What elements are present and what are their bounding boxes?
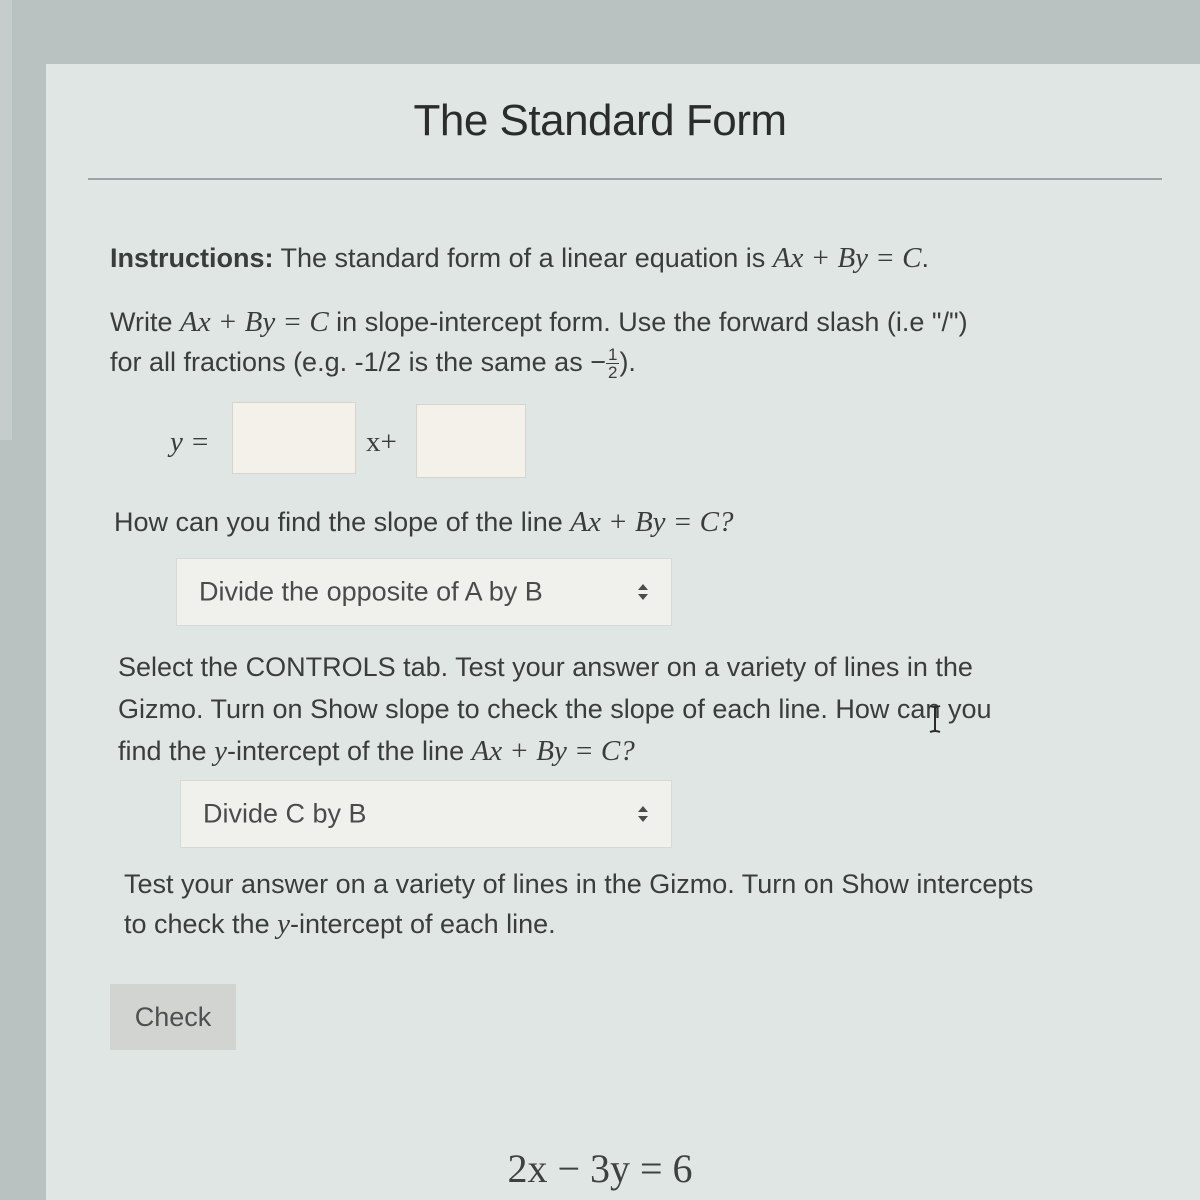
write-paragraph xyxy=(110,302,968,382)
test-note-var: y xyxy=(277,908,290,940)
select-arrows-icon xyxy=(637,805,649,823)
instructions-text: The standard form of a linear equation is xyxy=(273,243,773,273)
test-note xyxy=(124,864,1033,944)
intercept-input[interactable] xyxy=(416,404,526,478)
write-equation: Ax + By = C xyxy=(180,306,329,338)
write-pre: Write xyxy=(110,307,181,337)
x-plus-label: x+ xyxy=(366,426,397,458)
text-cursor-icon xyxy=(928,704,942,734)
title-divider xyxy=(88,178,1162,180)
fraction-example xyxy=(606,346,619,381)
slope-question-text: How can you find the slope of the line xyxy=(114,507,571,537)
page-title: The Standard Form xyxy=(413,96,787,145)
write-text-1: in slope-intercept form. Use the forward slash (i.e "/") xyxy=(328,307,968,337)
intercept-question-line-3-pre: find the xyxy=(118,736,215,766)
slope-question-end: ? xyxy=(718,506,734,538)
intercept-question xyxy=(118,646,991,772)
test-note-line-1: Test your answer on a variety of lines in the Gizmo. Turn on Show intercepts xyxy=(124,869,1034,899)
slope-method-value: Divide the opposite of A by B xyxy=(199,576,543,607)
intercept-method-select[interactable] xyxy=(180,780,672,848)
fraction-denominator: 2 xyxy=(607,363,618,383)
instructions-paragraph xyxy=(110,238,929,278)
fraction-numerator: 1 xyxy=(607,345,618,365)
instructions-label: Instructions: xyxy=(110,243,274,273)
slope-question-equation: Ax + By = C xyxy=(570,506,719,538)
footer-equation: 2x − 3y = 6 xyxy=(507,1146,693,1191)
write-text-2: for all fractions (e.g. -1/2 is the same as − xyxy=(110,347,606,377)
left-edge-strip xyxy=(0,0,12,440)
intercept-question-equation: Ax + By = C xyxy=(471,735,621,767)
slope-question xyxy=(114,502,733,542)
write-text-3: ). xyxy=(619,347,636,377)
intercept-question-end: ? xyxy=(620,735,635,767)
intercept-method-value: Divide C by B xyxy=(203,798,367,829)
intercept-question-line-1: Select the CONTROLS tab. Test your answer on a variety of lines in the xyxy=(118,652,973,682)
y-equals-label: y = xyxy=(170,426,210,458)
test-note-line-2-pre: to check the xyxy=(124,909,278,939)
instructions-end: . xyxy=(921,243,929,273)
slope-method-select[interactable] xyxy=(176,558,672,626)
intercept-question-var: y xyxy=(214,735,227,767)
slope-input[interactable] xyxy=(232,402,356,474)
instructions-equation: Ax + By = C xyxy=(772,242,922,274)
select-arrows-icon xyxy=(637,583,649,601)
check-button[interactable]: Check xyxy=(110,984,236,1050)
test-note-line-2-post: -intercept of each line. xyxy=(289,909,556,939)
intercept-question-line-3-mid: -intercept of the line xyxy=(226,736,472,766)
intercept-question-line-2: Gizmo. Turn on Show slope to check the slope of each line. How can you xyxy=(118,694,992,724)
